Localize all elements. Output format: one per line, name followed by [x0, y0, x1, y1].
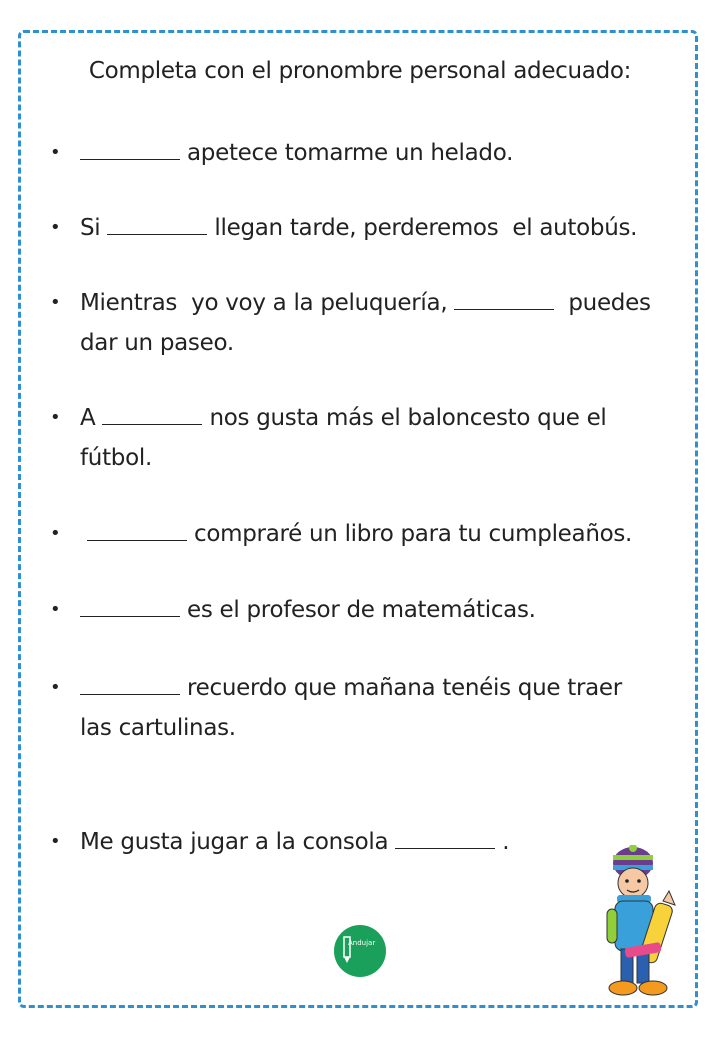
- answer-blank[interactable]: [80, 672, 180, 695]
- bullet-icon: •: [50, 523, 61, 544]
- bullet-icon: •: [50, 677, 61, 698]
- answer-blank[interactable]: [454, 287, 554, 310]
- bullet-icon: •: [50, 599, 61, 620]
- answer-blank[interactable]: [87, 518, 187, 541]
- worksheet-title: Completa con el pronombre personal adecuado:: [88, 58, 632, 84]
- bullet-icon: •: [50, 292, 61, 313]
- answer-blank[interactable]: [80, 137, 180, 160]
- andujar-logo: Andujar: [334, 925, 386, 977]
- bullet-icon: •: [50, 407, 61, 428]
- answer-blank[interactable]: [102, 402, 202, 425]
- answer-blank[interactable]: [107, 212, 207, 235]
- bullet-icon: •: [50, 217, 61, 238]
- answer-blank[interactable]: [80, 594, 180, 617]
- bullet-icon: •: [50, 831, 61, 852]
- bullet-icon: •: [50, 142, 61, 163]
- child-with-pencil-illustration: [603, 845, 683, 1000]
- answer-blank[interactable]: [395, 826, 495, 849]
